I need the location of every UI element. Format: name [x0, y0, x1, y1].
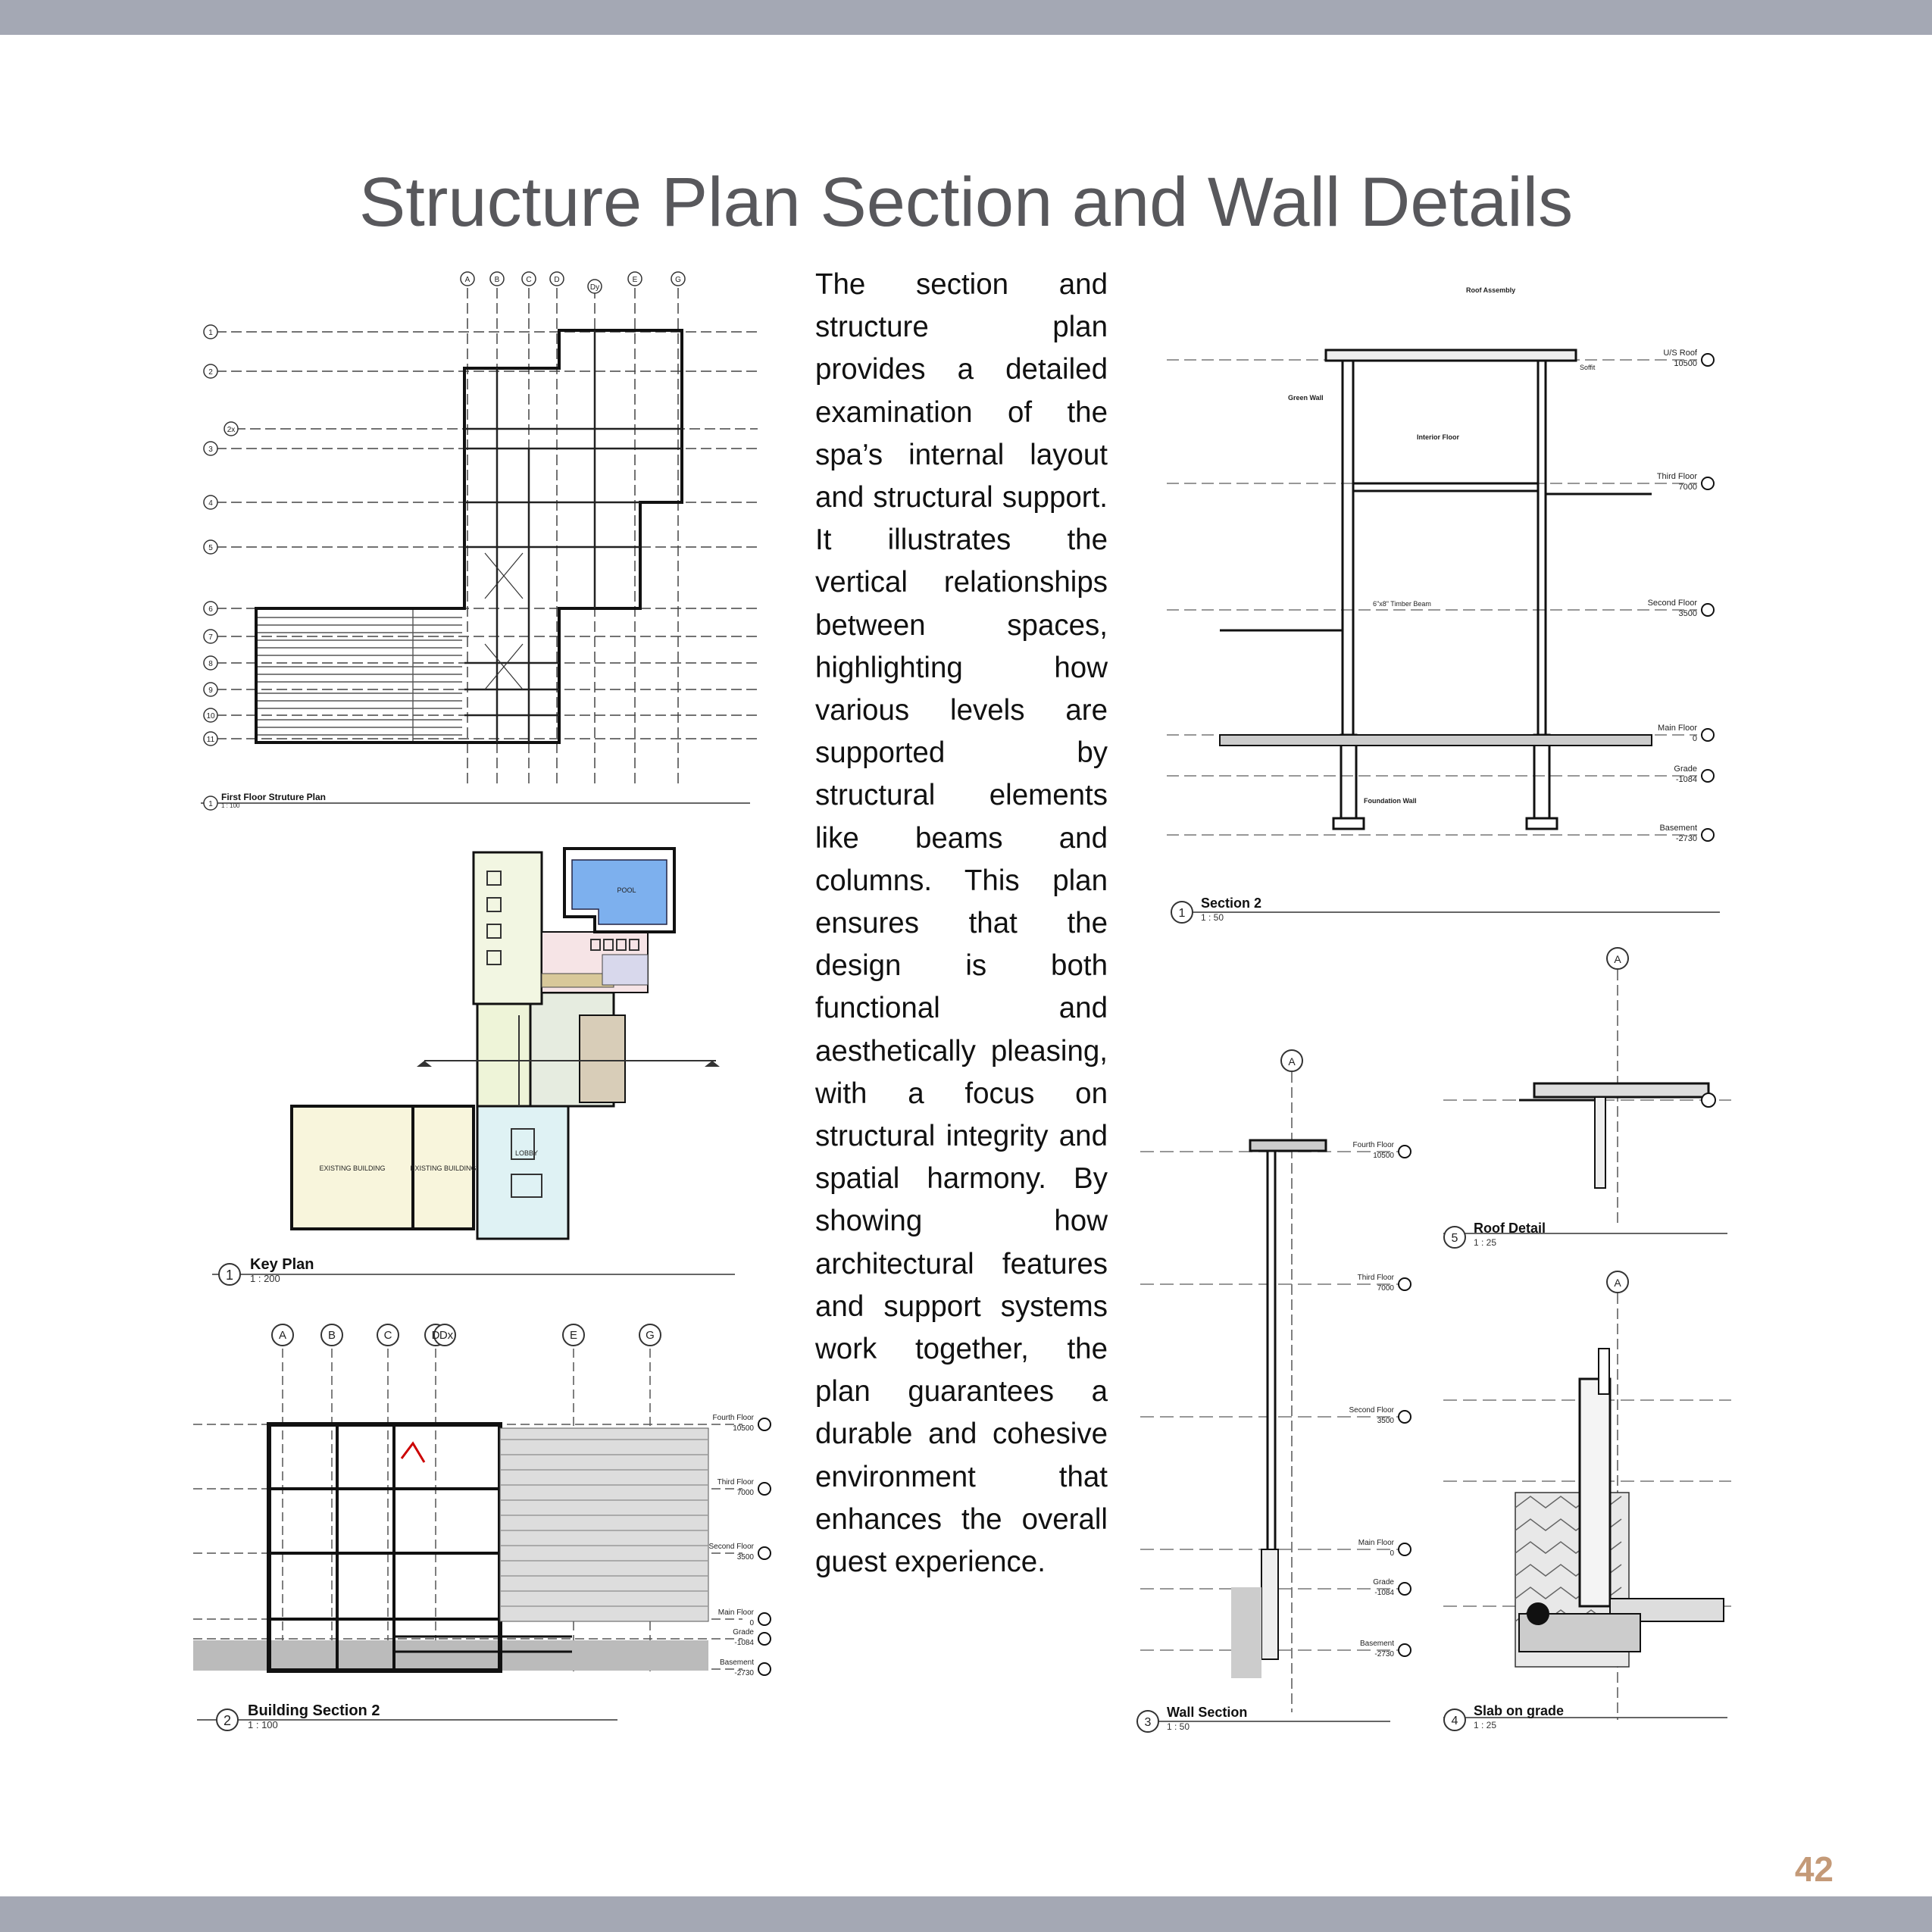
top-band	[0, 0, 1932, 35]
svg-text:5: 5	[208, 544, 213, 552]
section2-timber-beam-note: 6"x8" Timber Beam	[1373, 600, 1431, 608]
wall-section-level-name: Grade	[1373, 1578, 1394, 1587]
section2-level-elev: 10500	[1674, 359, 1697, 368]
svg-text:A: A	[1614, 1277, 1621, 1289]
bottom-band	[0, 1896, 1932, 1932]
page-title: Structure Plan Section and Wall Details	[358, 164, 1574, 241]
building-section-level-marker	[758, 1663, 771, 1675]
building-section-level-marker	[758, 1418, 771, 1430]
svg-text:G: G	[646, 1329, 655, 1342]
section2-level-name: Grade	[1674, 764, 1697, 774]
svg-text:Dy: Dy	[589, 283, 600, 292]
svg-text:B: B	[494, 276, 500, 284]
building-section-level-name: Third Floor	[717, 1478, 754, 1487]
existing-building-label-2: EXISTING BUILDING	[410, 1165, 477, 1172]
wall-section-level-elev: -1084	[1374, 1589, 1394, 1597]
wall-section-level-name: Third Floor	[1357, 1274, 1394, 1282]
building-section-level-elev: -1084	[734, 1639, 754, 1647]
section2-level-elev: -1084	[1675, 775, 1697, 784]
wall-section-level-elev: -2730	[1374, 1650, 1394, 1658]
first-floor-plan-title: First Floor Struture Plan	[221, 792, 327, 802]
svg-text:7: 7	[208, 633, 213, 642]
section2-level-marker	[1702, 354, 1714, 366]
section2-level-marker	[1702, 604, 1714, 616]
building-section-level-elev: 7000	[736, 1489, 754, 1497]
section2-level-elev: 7000	[1678, 483, 1697, 492]
wall-section-number: 3	[1144, 1716, 1152, 1729]
svg-text:Dx: Dx	[439, 1329, 454, 1342]
svg-text:C: C	[526, 276, 532, 284]
svg-text:9: 9	[208, 686, 213, 695]
svg-text:10: 10	[206, 712, 215, 721]
page-number: 42	[1794, 1849, 1834, 1889]
building-section-level-name: Basement	[719, 1658, 754, 1667]
svg-text:3: 3	[208, 445, 213, 454]
roof-detail-title: Roof Detail	[1474, 1221, 1546, 1236]
svg-text:G: G	[675, 276, 681, 284]
section2-level-name: Second Floor	[1647, 599, 1697, 608]
svg-text:8: 8	[208, 660, 213, 668]
section2-level-name: Basement	[1659, 824, 1697, 833]
slab-on-grade-number: 4	[1451, 1715, 1458, 1727]
first-floor-structure-plan	[197, 265, 758, 818]
wall-section-level-marker	[1399, 1411, 1411, 1423]
roof-detail-scale: 1 : 25	[1474, 1237, 1497, 1248]
roof-detail	[1436, 939, 1739, 1258]
building-section-level-marker	[758, 1633, 771, 1645]
svg-text:C: C	[383, 1329, 392, 1342]
building-section-level-name: Second Floor	[708, 1543, 754, 1551]
section2-level-marker	[1702, 729, 1714, 741]
building-section-title: Building Section 2	[248, 1702, 380, 1719]
svg-text:11: 11	[206, 736, 215, 744]
svg-text:E: E	[632, 276, 638, 284]
wall-section-level-marker	[1399, 1644, 1411, 1656]
svg-text:4: 4	[208, 499, 213, 508]
svg-text:2x: 2x	[227, 426, 236, 434]
pool-label: POOL	[617, 886, 636, 894]
wall-section	[1133, 1042, 1413, 1743]
building-section-level-name: Grade	[733, 1628, 754, 1637]
building-section-level-name: Fourth Floor	[712, 1414, 754, 1422]
section2-level-elev: 0	[1692, 734, 1697, 743]
slab-on-grade-title: Slab on grade	[1474, 1703, 1565, 1718]
section2-level-marker	[1702, 770, 1714, 782]
section2-level-name: Third Floor	[1656, 472, 1697, 481]
section2-level-elev: -2730	[1675, 834, 1697, 843]
svg-text:E: E	[569, 1329, 578, 1342]
svg-text:2: 2	[208, 368, 213, 377]
section2-level-marker	[1702, 477, 1714, 489]
building-section-scale: 1 : 100	[248, 1719, 278, 1730]
wall-section-level-marker	[1399, 1278, 1411, 1290]
key-plan-number: 1	[225, 1268, 234, 1283]
key-plan-title: Key Plan	[250, 1256, 314, 1273]
svg-text:A: A	[1288, 1055, 1296, 1068]
section2-level-elev: 3500	[1678, 609, 1697, 618]
slab-on-grade-scale: 1 : 25	[1474, 1720, 1497, 1730]
svg-text:D: D	[554, 276, 560, 284]
lobby-label: LOBBY	[514, 1149, 539, 1157]
building-section-2	[193, 1318, 780, 1735]
existing-building-label-1: EXISTING BUILDING	[319, 1165, 386, 1172]
wall-section-level-name: Main Floor	[1358, 1539, 1394, 1547]
svg-text:A: A	[1614, 953, 1621, 965]
building-section-level-elev: 0	[749, 1619, 754, 1627]
key-plan	[208, 841, 739, 1296]
section2-green-wall-note: Green Wall	[1288, 394, 1324, 402]
svg-text:A: A	[278, 1329, 287, 1342]
svg-text:B: B	[327, 1329, 336, 1342]
section2-level-name: U/S Roof	[1663, 349, 1697, 358]
first-floor-plan-scale: 1 : 100	[221, 802, 240, 809]
wall-section-level-marker	[1399, 1583, 1411, 1595]
section2-level-name: Main Floor	[1658, 724, 1697, 733]
section2-roof-assembly-note: Roof Assembly	[1466, 286, 1516, 294]
key-plan-scale: 1 : 200	[250, 1273, 280, 1284]
wall-section-level-name: Second Floor	[1349, 1406, 1394, 1415]
wall-section-level-elev: 7000	[1377, 1284, 1394, 1293]
svg-text:D: D	[431, 1329, 440, 1342]
wall-section-level-marker	[1399, 1543, 1411, 1555]
building-section-level-elev: 3500	[736, 1553, 754, 1562]
svg-text:6: 6	[208, 605, 213, 614]
section2-title: Section 2	[1201, 896, 1262, 911]
building-section-level-marker	[758, 1613, 771, 1625]
building-section-level-elev: 10500	[733, 1424, 754, 1433]
wall-section-scale: 1 : 50	[1167, 1721, 1190, 1732]
wall-section-level-name: Fourth Floor	[1352, 1141, 1394, 1149]
svg-text:A: A	[464, 276, 470, 284]
body-paragraph: The section and structure plan provides a detailed examination of the spa’s internal layout and structural support. It illustrates the vertical relationships between spaces, highlighting how various levels are supported by structural elements like beams and columns. This plan ensures that the design is both functional and aesthetically pleasing, with a focus on structural integrity and spatial harmony. By showing how architectural features and support systems work together, the plan guarantees a durable and cohesive environment that enhances the overall guest experience.	[815, 268, 1108, 1579]
slab-on-grade	[1436, 1265, 1739, 1743]
wall-section-level-name: Basement	[1359, 1640, 1394, 1648]
building-section-number: 2	[223, 1713, 232, 1728]
section2-level-marker	[1702, 829, 1714, 841]
building-section-level-marker	[758, 1547, 771, 1559]
wall-section-level-elev: 10500	[1373, 1152, 1394, 1160]
building-section-level-elev: -2730	[734, 1669, 754, 1677]
wall-section-level-elev: 3500	[1377, 1417, 1394, 1425]
svg-text:1: 1	[208, 329, 213, 337]
wall-section-title: Wall Section	[1167, 1705, 1248, 1720]
wall-section-level-marker	[1399, 1146, 1411, 1158]
section2-number: 1	[1178, 907, 1186, 920]
section-2	[1167, 280, 1720, 932]
section2-soffit-note: Soffit	[1580, 364, 1596, 371]
section2-scale: 1 : 50	[1201, 912, 1224, 923]
building-section-level-name: Main Floor	[717, 1608, 754, 1617]
section2-interior-floor-note: Interior Floor	[1417, 433, 1459, 441]
building-section-level-marker	[758, 1483, 771, 1495]
wall-section-level-elev: 0	[1390, 1549, 1394, 1558]
section2-foundation-wall-note: Foundation Wall	[1364, 797, 1417, 805]
first-floor-plan-number: 1	[208, 800, 213, 808]
roof-detail-number: 5	[1451, 1232, 1458, 1245]
